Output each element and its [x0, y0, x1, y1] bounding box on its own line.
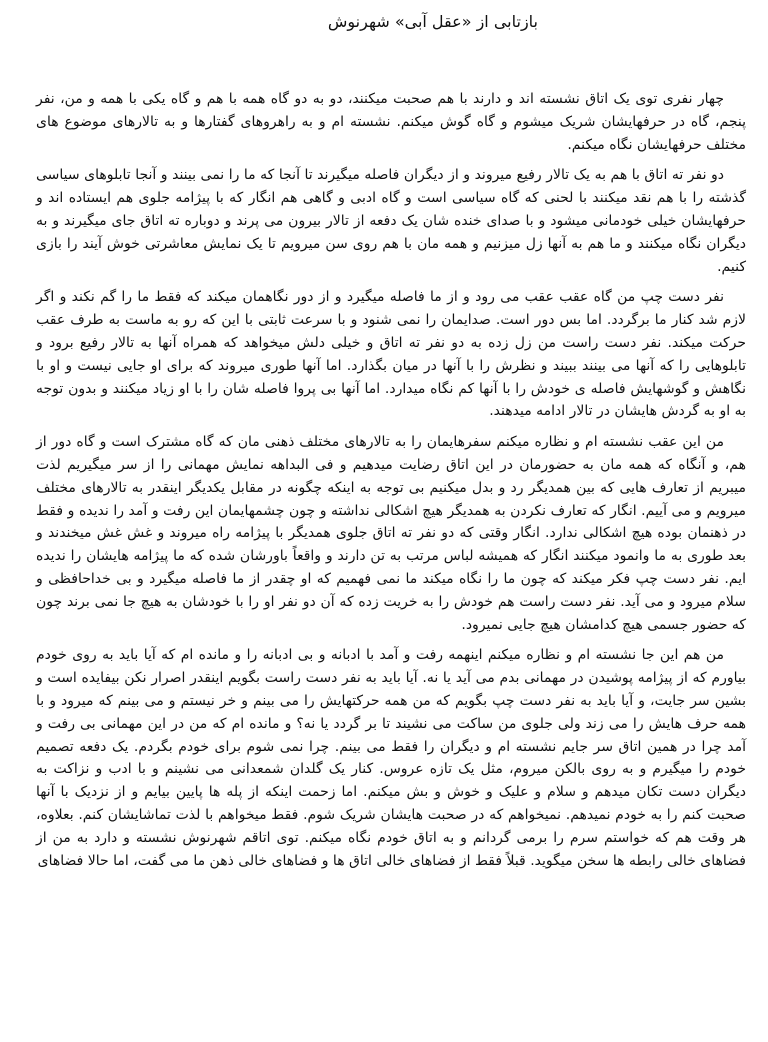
paragraph-3: نفر دست چپ من گاه عقب عقب می رود و از ما فاصله میگیرد و از دور نگاهمان میکند که فقط ما را گم نکند و اگر لازم شد کنار ما برگردد. اما بس دور است. صدایمان را نمی شنود و با سرعت ثابتی با این که رو به ماست به طرف عقب حرکت میکند. نفر دست راست من زل زده به دو نفر ته اتاق و خیلی دلش میخواهد که همراه آنها به تالار رفیع برود و تابلوهایی را که آنها می بینند ببیند و نظرش را با آنها در میان بگذارد. اما آنها طوری میروند که برای او جایی نیست و او با نگاهش و گوشهایش فاصله ی خودش را با آنها کم نگاه میدارد. اما آنها بی پروا فاصله شان را با او زیاد میکنند و بدون توجه به او به گردش هایشان در تالار ادامه میدهند.	[36, 289, 746, 420]
paragraph-5: من هم این جا نشسته ام و نظاره میکنم اینهمه رفت و آمد با ادبانه و بی ادبانه را و مانده ام که آیا باید به روی خودم بیاورم که از پیژامه پوشیدن در مهمانی بدم می آید یا نه. آیا باید به نفر دست راست بگویم اینقدر اصرار نکن بیفایده است و بشین سر جایت، و آیا باید به نفر دست چپ بگویم که من همه حرکتهایش را می بینم و خر نیستم و می بینم که میرود و با همه حرف هایش را می زند ولی جلوی من ساکت می نشیند تا بر گردد یا نه؟ و مانده ام که من در این مهمانی بی رفت و آمد چرا در همین اتاق سر جایم نشسته ام و دیگران را فقط می بینم. چرا نمی شوم برای خودم بگردم. یک دفعه تصمیم خودم را میگیرم و به روی بالکن میروم، مثل یک تازه عروس. کنار یک گلدان شمعدانی می نشینم و با ادب و نزاکت به دیگران دست تکان میدهم و سلام و علیک و خوش و بش میکنم. اما زحمت اینکه از پله ها پایین بیایم و از نزدیک با آنها صحبت کنم را به خودم نمیدهم. نمیخواهم که در صحبت هایشان شریک شوم. فقط میخواهم با لذت تماشایشان کنم. بعلاوه، هر وقت هم که خواستم سرم را برمی گردانم و به اتاق خودم نگاه میکنم. توی اتاقم شهرنوش نشسته و دارد به من از فضاهای خالی رابطه ها سخن میگوید. قبلاً فقط از فضاهای خالی اتاق ها و فضاهای خالی ذهن ما می گفت، اما حالا فضاهای	[36, 647, 746, 869]
paragraph-4: من این عقب نشسته ام و نظاره میکنم سفرهایمان را به تالارهای مختلف ذهنی مان که گاه مشترک است و گاه دور از هم، و آنگاه که همه مان به حضورمان در این اتاق رضایت میدهیم و فی البداهه نمایش مهمانی را از سر میگیریم لذت میبریم از تعارف هایی که بین همدیگر رد و بدل میکنیم بی توجه به اینکه چگونه در مقابل یکدیگر اینقدر به تالارهای مختلف میرویم و می آییم. انگار که تعارف نکردن به همدیگر هیچ اشکالی نداشته و چون چشمهایمان این رفت و آمد را ندیده و فقط در ذهنمان بوده هیچ اشکالی ندارد. انگار وقتی که دو نفر ته اتاق جلوی همدیگر با پیژامه راه میروند و غش غش میخندند و بعد طوری به ما وانمود میکنند انگار که همیشه لباس مرتب به تن دارند و واقعاً باورشان شده که ما پیژامه هایشان را ندیده ایم. نفر دست چپ فکر میکند که چون ما را نگاه میکند ما نمی فهمیم که او چقدر از ما فاصله میگیرد و بی خداحافظی و سلام میرود و می آید. نفر دست راست هم خودش را به خریت زده که آن دو نفر او را با خودشان به هیچ جا نمی برند چون که حضور جسمی هیچ کدامشان هیچ جایی نمیرود.	[36, 434, 746, 633]
paragraph-2: دو نفر ته اتاق با هم به یک تالار رفیع میروند و از دیگران فاصله میگیرند تا آنجا که ما را نمی بینند و آنجا تابلوهای سیاسی گذشته را با هم نقد میکنند با لحنی که گاه سیاسی است و گاه ادبی و گاهی هم انگار که با پیژامه جلوی هم ایستاده اند و حرفهایشان خیلی خودمانی میشود و با صدای خنده شان یک دفعه از تالار بیرون می پرند و دوباره ته اتاق جای میگیرند و به دیگران نگاه میکنند و ما هم به آنها زل میزنیم و همه مان با هم روی سن میرویم تا یک نمایش معاشرتی خوش آیند را بازی کنیم.	[36, 167, 746, 275]
body-text	[36, 88, 746, 880]
running-title: بازتابی از «عقل آبی» شهرنوش	[327, 12, 538, 31]
paragraph-1: چهار نفری توی یک اتاق نشسته اند و دارند با هم صحبت میکنند، دو به دو گاه همه با هم و گاه یکی با همه و من، نفر پنجم، گاه در حرفهایشان شریک میشوم و گاه گوش میکنم. نشسته ام و به راهروهای گفتارها و به تالارهای موضوع های مختلف حرفهایشان نگاه میکنم.	[36, 91, 746, 153]
